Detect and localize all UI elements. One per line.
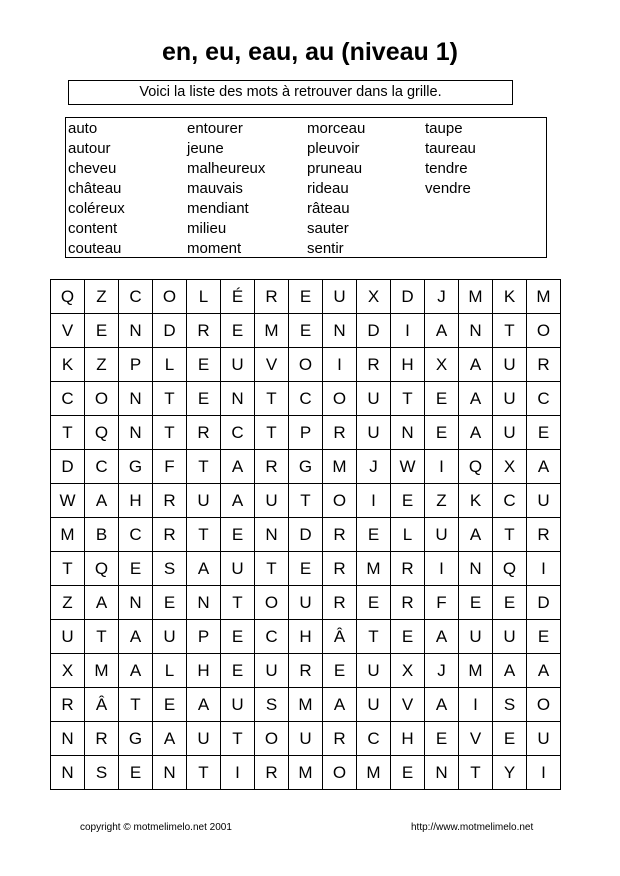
grid-cell[interactable]: E [153, 688, 187, 722]
grid-cell[interactable]: V [255, 348, 289, 382]
grid-cell[interactable]: X [357, 280, 391, 314]
site-url: http://www.motmelimelo.net [411, 822, 534, 833]
grid-cell[interactable]: N [391, 416, 425, 450]
grid-cell[interactable]: U [187, 484, 221, 518]
grid-cell[interactable]: M [357, 756, 391, 790]
grid-cell[interactable]: P [187, 620, 221, 654]
grid-cell[interactable]: L [187, 280, 221, 314]
word-item: rideau [307, 180, 349, 197]
grid-cell[interactable]: I [425, 450, 459, 484]
word-item: auto [68, 120, 98, 137]
grid-cell[interactable]: F [153, 450, 187, 484]
grid-cell[interactable]: C [119, 518, 153, 552]
grid-cell[interactable]: A [459, 416, 493, 450]
grid-cell[interactable]: I [527, 552, 561, 586]
grid-cell[interactable]: I [357, 484, 391, 518]
grid-cell[interactable]: Z [85, 280, 119, 314]
grid-cell[interactable]: U [425, 518, 459, 552]
grid-cell[interactable]: T [391, 382, 425, 416]
grid-cell[interactable]: A [187, 688, 221, 722]
grid-cell[interactable]: R [323, 586, 357, 620]
grid-cell[interactable]: O [153, 280, 187, 314]
grid-cell[interactable]: U [289, 722, 323, 756]
grid-cell[interactable]: U [323, 280, 357, 314]
grid-cell[interactable]: M [459, 654, 493, 688]
grid-cell[interactable]: T [221, 586, 255, 620]
grid-cell[interactable]: U [493, 348, 527, 382]
grid-cell[interactable]: N [221, 382, 255, 416]
grid-cell[interactable]: A [119, 620, 153, 654]
word-item: morceau [307, 120, 366, 137]
grid-cell[interactable]: N [323, 314, 357, 348]
grid-cell[interactable]: Q [85, 416, 119, 450]
grid-cell[interactable]: T [85, 620, 119, 654]
grid-cell[interactable]: T [51, 552, 85, 586]
grid-cell[interactable]: E [187, 382, 221, 416]
grid-cell[interactable]: R [323, 518, 357, 552]
grid-cell[interactable]: M [289, 688, 323, 722]
grid-cell[interactable]: R [255, 450, 289, 484]
grid-cell[interactable]: S [255, 688, 289, 722]
grid-cell[interactable]: W [391, 450, 425, 484]
grid-cell[interactable]: U [527, 722, 561, 756]
grid-cell[interactable]: E [493, 586, 527, 620]
grid-cell[interactable]: E [425, 416, 459, 450]
word-item: pleuvoir [307, 140, 360, 157]
grid-cell[interactable]: E [187, 348, 221, 382]
word-column [68, 119, 186, 259]
grid-cell[interactable]: R [391, 552, 425, 586]
grid-cell[interactable]: N [425, 756, 459, 790]
grid-cell[interactable]: N [187, 586, 221, 620]
word-item: cheveu [68, 160, 117, 177]
grid-cell[interactable]: E [289, 314, 323, 348]
grid-cell[interactable]: J [357, 450, 391, 484]
grid-cell[interactable]: N [119, 586, 153, 620]
grid-cell[interactable]: O [527, 688, 561, 722]
grid-cell[interactable]: R [527, 348, 561, 382]
grid-cell[interactable]: H [391, 722, 425, 756]
grid-cell[interactable]: E [119, 552, 153, 586]
grid-cell[interactable]: H [391, 348, 425, 382]
grid-cell[interactable]: R [187, 314, 221, 348]
word-item: râteau [307, 200, 350, 217]
grid-cell[interactable]: N [51, 722, 85, 756]
grid-cell[interactable]: R [255, 756, 289, 790]
grid-cell[interactable]: V [459, 722, 493, 756]
grid-cell[interactable]: A [85, 586, 119, 620]
grid-cell[interactable]: T [51, 416, 85, 450]
grid-cell[interactable]: N [459, 552, 493, 586]
grid-cell[interactable]: C [289, 382, 323, 416]
grid-cell[interactable]: B [85, 518, 119, 552]
grid-cell[interactable]: R [187, 416, 221, 450]
grid-cell[interactable]: S [85, 756, 119, 790]
grid-cell[interactable]: C [357, 722, 391, 756]
word-item: coléreux [68, 200, 125, 217]
grid-cell[interactable]: H [187, 654, 221, 688]
grid-cell[interactable]: E [119, 756, 153, 790]
grid-cell[interactable]: N [119, 314, 153, 348]
word-item: château [68, 180, 122, 197]
grid-cell[interactable]: M [527, 280, 561, 314]
grid-cell[interactable]: O [527, 314, 561, 348]
grid-cell[interactable]: T [187, 756, 221, 790]
grid-cell[interactable]: I [527, 756, 561, 790]
grid-cell[interactable]: N [153, 756, 187, 790]
word-item: autour [68, 140, 111, 157]
grid-cell[interactable]: O [323, 484, 357, 518]
grid-cell[interactable]: X [51, 654, 85, 688]
grid-cell[interactable]: A [187, 552, 221, 586]
grid-cell[interactable]: E [391, 620, 425, 654]
grid-cell[interactable]: S [493, 688, 527, 722]
grid-cell[interactable]: A [119, 654, 153, 688]
grid-cell[interactable]: J [425, 654, 459, 688]
grid-cell[interactable]: O [323, 382, 357, 416]
grid-cell[interactable]: L [153, 654, 187, 688]
grid-cell[interactable]: E [221, 620, 255, 654]
grid-cell[interactable]: T [153, 382, 187, 416]
grid-cell[interactable]: A [221, 450, 255, 484]
grid-cell[interactable]: R [255, 280, 289, 314]
grid-cell[interactable]: G [119, 722, 153, 756]
grid-cell[interactable]: A [459, 382, 493, 416]
grid-cell[interactable]: C [493, 484, 527, 518]
grid-cell[interactable]: É [221, 280, 255, 314]
grid-cell[interactable]: P [119, 348, 153, 382]
grid-cell[interactable]: U [289, 586, 323, 620]
grid-cell[interactable]: Q [493, 552, 527, 586]
grid-cell[interactable]: J [425, 280, 459, 314]
grid-cell[interactable]: Q [459, 450, 493, 484]
grid-cell[interactable]: O [255, 722, 289, 756]
grid-cell[interactable]: E [289, 552, 323, 586]
grid-cell[interactable]: A [493, 654, 527, 688]
grid-cell[interactable]: A [425, 314, 459, 348]
grid-cell[interactable]: U [51, 620, 85, 654]
grid-cell[interactable]: T [187, 518, 221, 552]
grid-cell[interactable]: M [255, 314, 289, 348]
grid-cell[interactable]: C [221, 416, 255, 450]
grid-cell[interactable]: U [221, 552, 255, 586]
grid-cell[interactable]: E [221, 518, 255, 552]
grid-cell[interactable]: D [153, 314, 187, 348]
grid-cell[interactable]: Z [51, 586, 85, 620]
grid-cell[interactable]: M [51, 518, 85, 552]
word-column [307, 119, 425, 259]
grid-cell[interactable]: U [527, 484, 561, 518]
grid-cell[interactable]: T [187, 450, 221, 484]
word-item: mauvais [187, 180, 243, 197]
grid-cell[interactable]: D [357, 314, 391, 348]
grid-cell[interactable]: E [85, 314, 119, 348]
grid-cell[interactable]: X [425, 348, 459, 382]
grid-cell[interactable]: C [51, 382, 85, 416]
word-column [425, 119, 543, 199]
copyright-text: copyright © motmelimelo.net 2001 [80, 822, 232, 833]
word-list [65, 117, 547, 258]
grid-cell[interactable]: I [425, 552, 459, 586]
grid-cell[interactable]: L [153, 348, 187, 382]
grid-cell[interactable]: A [153, 722, 187, 756]
grid-cell[interactable]: H [289, 620, 323, 654]
word-item: sentir [307, 240, 344, 257]
page-title: en, eu, eau, au (niveau 1) [162, 38, 458, 66]
grid-cell[interactable]: Â [85, 688, 119, 722]
grid-cell[interactable]: U [153, 620, 187, 654]
grid-cell[interactable]: Z [425, 484, 459, 518]
grid-cell[interactable]: A [425, 688, 459, 722]
grid-cell[interactable]: E [289, 280, 323, 314]
word-item: taupe [425, 120, 463, 137]
grid-cell[interactable]: E [391, 756, 425, 790]
grid-cell[interactable]: I [459, 688, 493, 722]
grid-cell[interactable]: T [493, 518, 527, 552]
word-item: content [68, 220, 118, 237]
word-column [187, 119, 305, 259]
grid-cell[interactable]: K [493, 280, 527, 314]
grid-cell[interactable]: U [459, 620, 493, 654]
grid-cell[interactable]: E [357, 518, 391, 552]
grid-cell[interactable]: E [357, 586, 391, 620]
grid-cell[interactable]: Q [51, 280, 85, 314]
grid-cell[interactable]: N [51, 756, 85, 790]
grid-cell[interactable]: W [51, 484, 85, 518]
grid-cell[interactable]: U [357, 654, 391, 688]
grid-cell[interactable]: A [221, 484, 255, 518]
grid-cell[interactable]: E [391, 484, 425, 518]
grid-cell[interactable]: U [255, 484, 289, 518]
grid-cell[interactable]: U [187, 722, 221, 756]
grid-cell[interactable]: U [357, 688, 391, 722]
grid-cell[interactable]: T [255, 552, 289, 586]
grid-cell[interactable]: C [85, 450, 119, 484]
grid-cell[interactable]: R [153, 484, 187, 518]
grid-cell[interactable]: I [221, 756, 255, 790]
grid-cell[interactable]: D [527, 586, 561, 620]
grid-cell[interactable]: M [459, 280, 493, 314]
grid-cell[interactable]: N [119, 382, 153, 416]
grid-cell[interactable]: T [357, 620, 391, 654]
grid-cell[interactable]: T [459, 756, 493, 790]
grid-cell[interactable]: U [357, 416, 391, 450]
grid-cell[interactable]: H [119, 484, 153, 518]
grid-cell[interactable]: O [289, 348, 323, 382]
grid-cell[interactable]: T [289, 484, 323, 518]
word-item: jeune [187, 140, 224, 157]
word-item: moment [187, 240, 242, 257]
grid-cell[interactable]: A [527, 450, 561, 484]
grid-cell[interactable]: M [323, 450, 357, 484]
grid-cell[interactable]: M [357, 552, 391, 586]
grid-cell[interactable]: N [119, 416, 153, 450]
grid-cell[interactable]: G [119, 450, 153, 484]
grid-cell[interactable]: R [357, 348, 391, 382]
grid-cell[interactable]: T [493, 314, 527, 348]
grid-cell[interactable]: T [119, 688, 153, 722]
grid-cell[interactable]: U [493, 620, 527, 654]
grid-cell[interactable]: I [323, 348, 357, 382]
grid-cell[interactable]: R [391, 586, 425, 620]
grid-cell[interactable]: E [425, 382, 459, 416]
grid-cell[interactable]: A [425, 620, 459, 654]
grid-cell[interactable]: E [323, 654, 357, 688]
grid-cell[interactable]: C [119, 280, 153, 314]
grid-cell[interactable]: T [255, 416, 289, 450]
word-item: taureau [425, 140, 476, 157]
grid-cell[interactable]: A [459, 518, 493, 552]
grid-cell[interactable]: X [493, 450, 527, 484]
grid-cell[interactable]: X [391, 654, 425, 688]
grid-cell[interactable]: R [323, 552, 357, 586]
grid-cell[interactable]: R [289, 654, 323, 688]
grid-cell[interactable]: D [51, 450, 85, 484]
grid-cell[interactable]: D [289, 518, 323, 552]
grid-cell[interactable]: A [85, 484, 119, 518]
grid-cell[interactable]: V [391, 688, 425, 722]
grid-cell[interactable]: T [221, 722, 255, 756]
word-item: sauter [307, 220, 349, 237]
grid-cell[interactable]: E [153, 586, 187, 620]
word-item: malheureux [187, 160, 266, 177]
grid-cell[interactable]: V [51, 314, 85, 348]
letter-grid [50, 279, 561, 790]
grid-cell[interactable]: E [459, 586, 493, 620]
grid-cell[interactable]: R [153, 518, 187, 552]
grid-cell[interactable]: N [459, 314, 493, 348]
grid-cell[interactable]: F [425, 586, 459, 620]
grid-cell[interactable]: E [425, 722, 459, 756]
grid-cell[interactable]: U [493, 416, 527, 450]
grid-cell[interactable]: O [85, 382, 119, 416]
grid-cell[interactable]: A [527, 654, 561, 688]
grid-cell[interactable]: A [323, 688, 357, 722]
grid-cell[interactable]: K [459, 484, 493, 518]
word-item: pruneau [307, 160, 363, 177]
grid-cell[interactable]: R [527, 518, 561, 552]
instructions-box [68, 80, 513, 105]
grid-cell[interactable]: Y [493, 756, 527, 790]
word-item: vendre [425, 180, 471, 197]
instructions-text: Voici la liste des mots à retrouver dans la grille. [139, 84, 442, 100]
grid-cell[interactable]: R [85, 722, 119, 756]
grid-cell[interactable]: M [85, 654, 119, 688]
grid-cell[interactable]: Â [323, 620, 357, 654]
grid-cell[interactable]: I [391, 314, 425, 348]
word-item: mendiant [187, 200, 249, 217]
grid-cell[interactable]: A [459, 348, 493, 382]
grid-cell[interactable]: M [289, 756, 323, 790]
grid-cell[interactable]: E [493, 722, 527, 756]
grid-cell[interactable]: E [527, 416, 561, 450]
grid-cell[interactable]: C [527, 382, 561, 416]
grid-cell[interactable]: C [255, 620, 289, 654]
grid-cell[interactable]: D [391, 280, 425, 314]
grid-cell[interactable]: K [51, 348, 85, 382]
grid-cell[interactable]: O [323, 756, 357, 790]
word-item: tendre [425, 160, 468, 177]
grid-cell[interactable]: S [153, 552, 187, 586]
grid-cell[interactable]: O [255, 586, 289, 620]
grid-cell[interactable]: T [153, 416, 187, 450]
grid-cell[interactable]: U [357, 382, 391, 416]
grid-cell[interactable]: N [255, 518, 289, 552]
grid-cell[interactable]: Z [85, 348, 119, 382]
grid-cell[interactable]: U [221, 688, 255, 722]
grid-cell[interactable]: U [221, 348, 255, 382]
grid-cell[interactable]: U [255, 654, 289, 688]
grid-cell[interactable]: R [323, 722, 357, 756]
grid-cell[interactable]: G [289, 450, 323, 484]
grid-cell[interactable]: E [221, 654, 255, 688]
word-item: entourer [187, 120, 243, 137]
grid-cell[interactable]: R [323, 416, 357, 450]
grid-cell[interactable]: U [493, 382, 527, 416]
grid-cell[interactable]: P [289, 416, 323, 450]
word-item: couteau [68, 240, 122, 257]
grid-cell[interactable]: E [221, 314, 255, 348]
grid-cell[interactable]: Q [85, 552, 119, 586]
grid-cell[interactable]: E [527, 620, 561, 654]
grid-cell[interactable]: R [51, 688, 85, 722]
grid-cell[interactable]: T [255, 382, 289, 416]
grid-cell[interactable]: L [391, 518, 425, 552]
word-item: milieu [187, 220, 227, 237]
